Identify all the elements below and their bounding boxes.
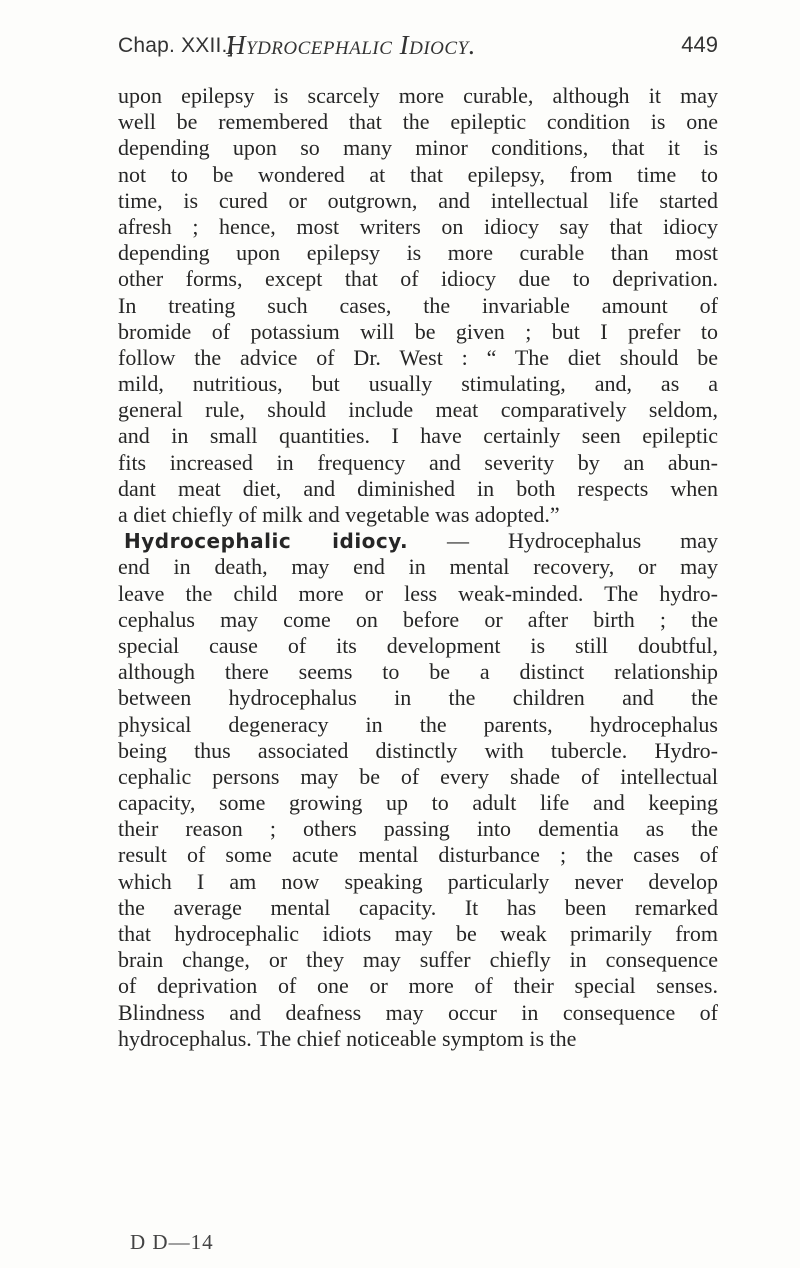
text-line: other forms, except that of idiocy due to deprivation. (118, 266, 718, 292)
text-line: special cause of its development is still doubtful, (118, 632, 718, 658)
text-line: being thus associated distinctly with tubercle. Hydro- (118, 737, 718, 763)
text-line: hydrocephalus. The chief noticeable symptom is the (118, 1025, 577, 1051)
text-line: leave the child more or less weak-minded. The hydro- (118, 580, 718, 606)
text-line: capacity, some growing up to adult life and keeping (118, 790, 718, 816)
text-line: afresh ; hence, most writers on idiocy say that idiocy (118, 213, 718, 239)
text-line: upon epilepsy is scarcely more curable, although it may (118, 83, 718, 108)
text-line: a diet chiefly of milk and vegetable was adopted.” (118, 502, 560, 527)
text-line: dant meat diet, and diminished in both respects when (118, 475, 718, 501)
text-line: well be remembered that the epileptic condition is one (118, 109, 718, 135)
page-number: 449 (681, 32, 718, 57)
text-line: physical degeneracy in the parents, hydrocephalus (118, 711, 718, 737)
text-line: end in death, may end in mental recovery, or may (118, 554, 718, 580)
text-line: Blindness and deafness may occur in consequence of (118, 999, 718, 1025)
section-heading: Hydrocephalic idiocy. (124, 529, 409, 554)
text-line: fits increased in frequency and severity by an abun- (118, 449, 718, 475)
body-text (118, 83, 718, 1052)
text-line: between hydrocephalus in the children and the (118, 685, 718, 711)
text-line: and in small quantities. I have certainly seen epileptic (118, 423, 718, 449)
text-line: brain change, or they may suffer chiefly in consequence (118, 947, 718, 973)
text-line: cephalus may come on before or after birth ; the (118, 606, 718, 632)
section-heading-tail: — Hydrocephalus may (408, 528, 718, 554)
running-title: Hydrocephalic Idiocy. (226, 30, 476, 60)
text-line: the average mental capacity. It has been remarked (118, 894, 718, 920)
text-line: mild, nutritious, but usually stimulating, and, as a (118, 371, 718, 397)
running-head (118, 28, 718, 68)
chapter-label: Chap. XXII.] (118, 34, 234, 57)
signature-mark: D D—14 (130, 1230, 214, 1254)
text-line: although there seems to be a distinct relationship (118, 659, 718, 685)
section-heading-line (118, 528, 718, 554)
text-line: which I am now speaking particularly never develop (118, 868, 718, 894)
text-line: result of some acute mental disturbance ; the cases of (118, 842, 718, 868)
text-line: their reason ; others passing into dementia as the (118, 816, 718, 842)
text-line: cephalic persons may be of every shade of intellectual (118, 763, 718, 789)
text-line: time, is cured or outgrown, and intellectual life started (118, 187, 718, 213)
text-line: not to be wondered at that epilepsy, from time to (118, 161, 718, 187)
text-line: depending upon epilepsy is more curable than most (118, 240, 718, 266)
text-line: In treating such cases, the invariable amount of (118, 292, 718, 318)
text-line: follow the advice of Dr. West : “ The diet should be (118, 344, 718, 370)
text-line: that hydrocephalic idiots may be weak primarily from (118, 921, 718, 946)
text-line: general rule, should include meat comparatively seldom, (118, 397, 718, 423)
text-line: depending upon so many minor conditions, that it is (118, 135, 718, 161)
text-line: bromide of potassium will be given ; but I prefer to (118, 318, 718, 344)
text-line: of deprivation of one or more of their special senses. (118, 973, 718, 999)
